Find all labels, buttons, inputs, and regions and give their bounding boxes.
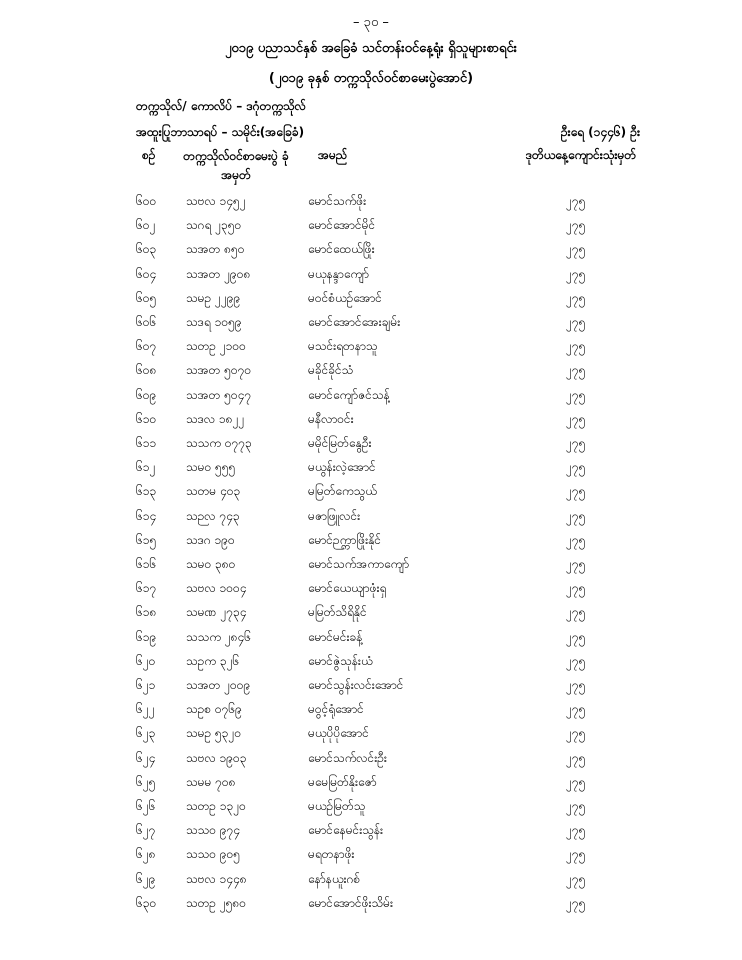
pages-cell: ၂၇၅ (566, 557, 586, 571)
serial-cell: ၆၂၀ (136, 653, 156, 668)
table-row (0, 508, 742, 532)
serial-cell: ၆၁၉ (136, 629, 157, 644)
roll-number-cell: သမမ ၇၀၈ (186, 774, 236, 789)
page-number: – ၃၀ – (353, 15, 389, 30)
table-row (0, 556, 742, 580)
pages-cell: ၂၇၅ (566, 895, 586, 910)
serial-cell: ၆၂၅ (136, 774, 156, 789)
name-cell: မယုနန္ဒာကျော် (308, 266, 369, 281)
name-cell: မောင်နေမင်းသွန်း (308, 823, 384, 838)
table-row (0, 266, 742, 290)
table-row (0, 411, 742, 435)
roll-number-cell: သသက ၂၈၄၆ (186, 629, 252, 644)
serial-cell: ၆၀၀ (136, 194, 157, 208)
serial-cell: ၆၁၁ (136, 436, 157, 450)
pages-cell: ၂၇၅ (566, 823, 586, 838)
table-row (0, 846, 742, 870)
table-row (0, 822, 742, 846)
roll-number-cell: သဗလ ၁၀၀၄ (186, 581, 247, 596)
name-cell: မောင်ဉက္ကာဖြိုးနိုင် (308, 532, 382, 547)
pages-cell: ၂၇၅ (566, 411, 586, 426)
pages-cell: ၂၇၅ (566, 387, 586, 402)
name-cell: နော်နယူးဂစ် (308, 871, 361, 886)
pages-cell: ၂၇၅ (566, 484, 586, 499)
table-row (0, 701, 742, 725)
roll-number-cell: သမဥ ၂၂၉၉ (186, 290, 241, 305)
name-cell: မောင်သက်ဖိုး (308, 194, 367, 208)
serial-cell: ၆၂၆ (136, 799, 156, 813)
roll-number-cell: သမဥ ၅၃၂၀ (186, 726, 242, 741)
pages-cell: ၂၇၅ (566, 774, 586, 789)
header-serial: စဉ် (142, 148, 156, 162)
serial-cell: ၆၁၅ (136, 532, 157, 547)
pages-cell: ၂၇၅ (566, 678, 586, 692)
serial-cell: ၆၀၄ (136, 266, 157, 281)
pages-cell: ၂၇၅ (566, 847, 586, 862)
roll-number-cell: သသဝ ၉၇၄ (186, 823, 241, 838)
pages-cell: ၂၇၅ (566, 363, 586, 378)
serial-cell: ၆၀၉ (136, 387, 157, 402)
table-row (0, 604, 742, 628)
serial-cell: ၆၂၄ (136, 750, 156, 765)
roll-number-cell: သအတ ၈၅၀ (186, 242, 245, 257)
name-cell: မောင်သွန်းလင်းအောင် (308, 678, 404, 692)
name-cell: မယွန်းလဲ့အောင် (308, 460, 376, 475)
table-row (0, 387, 742, 411)
name-cell: မဝွင့်ရုံအောင် (308, 702, 364, 717)
serial-cell: ၆၁၂ (136, 460, 156, 475)
roll-number-cell: သမဏ ၂၇၃၄ (186, 605, 247, 620)
roll-number-cell: သတဥ ၁၃၂၀ (186, 799, 246, 813)
table-row (0, 362, 742, 386)
roll-number-cell: သဒရ ၁၀၅၉ (186, 315, 242, 329)
table-row (0, 532, 742, 556)
serial-cell: ၆၃၀ (136, 895, 157, 910)
name-cell: မောင်အောင်ဖိုးသိမ်း (308, 895, 394, 910)
name-cell: မောင်အောင်အေးချမ်း (308, 315, 401, 329)
table-row (0, 338, 742, 362)
serial-cell: ၆၂၃ (136, 726, 156, 741)
serial-cell: ၆၀၇ (136, 339, 157, 354)
name-cell: မနီလာဝင်း (308, 411, 354, 426)
pages-cell: ၂၇၅ (566, 581, 586, 596)
roll-number-cell: သဒဂ ၁၉၀ (186, 532, 235, 547)
name-cell: မောင်မင်းခန့် (308, 629, 363, 644)
name-cell: မယဉ်မြတ်သူ (308, 799, 366, 813)
roll-number-cell: သအတ ၅၀၇၀ (186, 363, 252, 378)
roll-number-cell: သမဝ ၅၅၅ (186, 460, 236, 475)
pages-cell: ၂၇၅ (566, 290, 586, 305)
pages-cell: ၂၇၅ (566, 799, 586, 813)
serial-cell: ၆၂၈ (136, 847, 156, 862)
roll-number-cell: သသက ၀၇၇၃ (186, 436, 252, 450)
name-cell: မောင်ကျော်ဇင်သန့် (308, 387, 390, 402)
pages-cell: ၂၇၅ (566, 653, 586, 668)
name-cell: မောင်ဇွဲသုန်းယံ (308, 653, 373, 668)
roll-number-cell: သဥစ ၀၇၆၉ (186, 702, 242, 717)
serial-cell: ၆၀၃ (136, 242, 157, 257)
serial-cell: ၆၁၈ (136, 605, 157, 620)
pages-cell: ၂၇၅ (566, 629, 586, 644)
serial-cell: ၆၀၂ (136, 218, 156, 233)
pages-cell: ၂၇၅ (566, 605, 586, 620)
name-cell: မမြတ်သိရိနိုင် (308, 605, 367, 620)
document-title: ၂၀၁၉ ပညာသင်နှစ် အခြေခံ သင်တန်းဝင်နေ့ရုံး ရှိသူများစာရင်း (225, 41, 517, 56)
serial-cell: ၆၀၈ (136, 363, 157, 378)
name-cell: မောင်အောင်မိုင် (308, 218, 376, 233)
roll-number-cell: သအတ ၂၀၀၉ (186, 678, 251, 692)
roll-number-cell: သဥက ၃၂၆ (186, 653, 240, 668)
table-row (0, 483, 742, 507)
subject-line: အထူးပြုဘာသာရပ် – သမိုင်း(အခြေခံ) (136, 125, 305, 139)
roll-number-cell: သမဝ ၃၈၀ (186, 557, 236, 571)
roll-number-cell: သအတ ၂၉၀၈ (186, 266, 251, 281)
table-row (0, 750, 742, 774)
pages-cell: ၂၇၅ (566, 750, 586, 765)
serial-cell: ၆၂၂ (136, 702, 155, 717)
serial-cell: ၆၁၃ (136, 484, 157, 499)
table-row (0, 580, 742, 604)
name-cell: မောင်သက်အကာကျော် (308, 557, 410, 571)
header-pages: ဒုတိယနေ့ကျောင်းသုံးမှတ် (525, 148, 636, 162)
pages-cell: ၂၇၅ (566, 508, 586, 523)
roll-number-cell: သဉလ ၇၄၃ (186, 508, 240, 523)
table-row (0, 895, 742, 919)
table-row (0, 653, 742, 677)
name-cell: မမြတ်ကေသွယ် (308, 484, 377, 499)
pages-cell: ၂၇၅ (566, 871, 586, 886)
table-row (0, 193, 742, 217)
name-cell: မဇာဖြူလင်း (308, 508, 361, 523)
table-row (0, 435, 742, 459)
serial-cell: ၆၀၆ (136, 315, 157, 329)
pages-cell: ၂၇၅ (566, 218, 586, 233)
name-cell: မရတနာဖိုး (308, 847, 355, 862)
roll-number-cell: သသဝ ၉၀၅ (186, 847, 241, 862)
roll-number-cell: သဗလ ၁၉၀၃ (186, 750, 247, 765)
serial-cell: ၆၂၁ (136, 678, 156, 692)
pages-cell: ၂၇၅ (566, 460, 586, 475)
roll-number-cell: သတဥ ၂၅၈၀ (186, 895, 247, 910)
roll-number-cell: သတဥ ၂၁၀၀ (186, 339, 246, 354)
pages-cell: ၂၇၅ (566, 315, 586, 329)
pages-cell: ၂၇၅ (566, 242, 586, 257)
serial-cell: ၆၁၄ (136, 508, 157, 523)
pages-cell: ၂၇၅ (566, 726, 586, 741)
serial-cell: ၆၀၅ (136, 290, 157, 305)
roll-number-cell: သဗလ ၁၄၅၂ (186, 194, 246, 208)
name-cell: မဝင်စံယဉ်အောင် (308, 290, 382, 305)
table-row (0, 871, 742, 895)
table-row (0, 217, 742, 241)
pages-cell: ၂၇၅ (566, 436, 586, 450)
table-row (0, 629, 742, 653)
name-cell: မမေမြတ်နိုးဇော် (308, 774, 377, 789)
table-row (0, 290, 742, 314)
pages-cell: ၂၇၅ (566, 532, 586, 547)
serial-cell: ၆၂၉ (136, 871, 156, 886)
name-cell: မသင်းရတနာသူ (308, 339, 378, 354)
roll-number-cell: သဂရ ၂၃၅၀ (186, 218, 242, 233)
roll-number-cell: သအတ ၅၀၄၇ (186, 387, 252, 402)
pages-cell: ၂၇၅ (566, 266, 586, 281)
name-cell: မမိုင်မြတ်နွေဦး (308, 436, 372, 450)
name-cell: မောင်သက်လင်းဦး (308, 750, 387, 765)
pages-cell: ၂၇၅ (566, 702, 586, 717)
pages-cell: ၂၇၅ (566, 339, 586, 354)
name-cell: မောင်ထေယ်ဖြိုး (308, 242, 375, 257)
table-row (0, 677, 742, 701)
table-row (0, 774, 742, 798)
header-roll-number: တက္ကသိုလ်ဝင်စာမေးပွဲ ခုံအမှတ် (183, 149, 289, 182)
serial-cell: ၆၁၆ (136, 557, 157, 571)
roll-number-cell: သဗလ ၁၄၄၈ (186, 871, 247, 886)
table-row (0, 459, 742, 483)
roll-number-cell: သဒလ ၁၈၂၂ (186, 411, 245, 426)
serial-cell: ၆၁၇ (136, 581, 157, 596)
roll-number-cell: သတမ ၄၀၃ (186, 484, 241, 499)
name-cell: မောင်ယေယျာဖုံးရှ (308, 581, 387, 596)
total-count-line: ဦးရေ (၁၄၄၆) ဦး (560, 125, 640, 139)
name-cell: မယုပိုပိုအောင် (308, 726, 369, 741)
table-row (0, 725, 742, 749)
university-line: တက္ကသိုလ်/ ကောလိပ် – ဒဂုံတက္ကသိုလ် (136, 99, 306, 113)
table-row (0, 798, 742, 822)
header-name: အမည် (318, 148, 348, 162)
table-row (0, 314, 742, 338)
pages-cell: ၂၇၅ (566, 194, 586, 208)
serial-cell: ၆၁၀ (136, 411, 157, 426)
document-subtitle: (၂၀၁၉ ခုနှစ် တက္ကသိုလ်ဝင်စာမေးပွဲအောင်) (268, 71, 474, 86)
serial-cell: ၆၂၇ (136, 823, 156, 838)
name-cell: မခိုင်ခိုင်သံ (308, 363, 354, 378)
table-row (0, 241, 742, 265)
